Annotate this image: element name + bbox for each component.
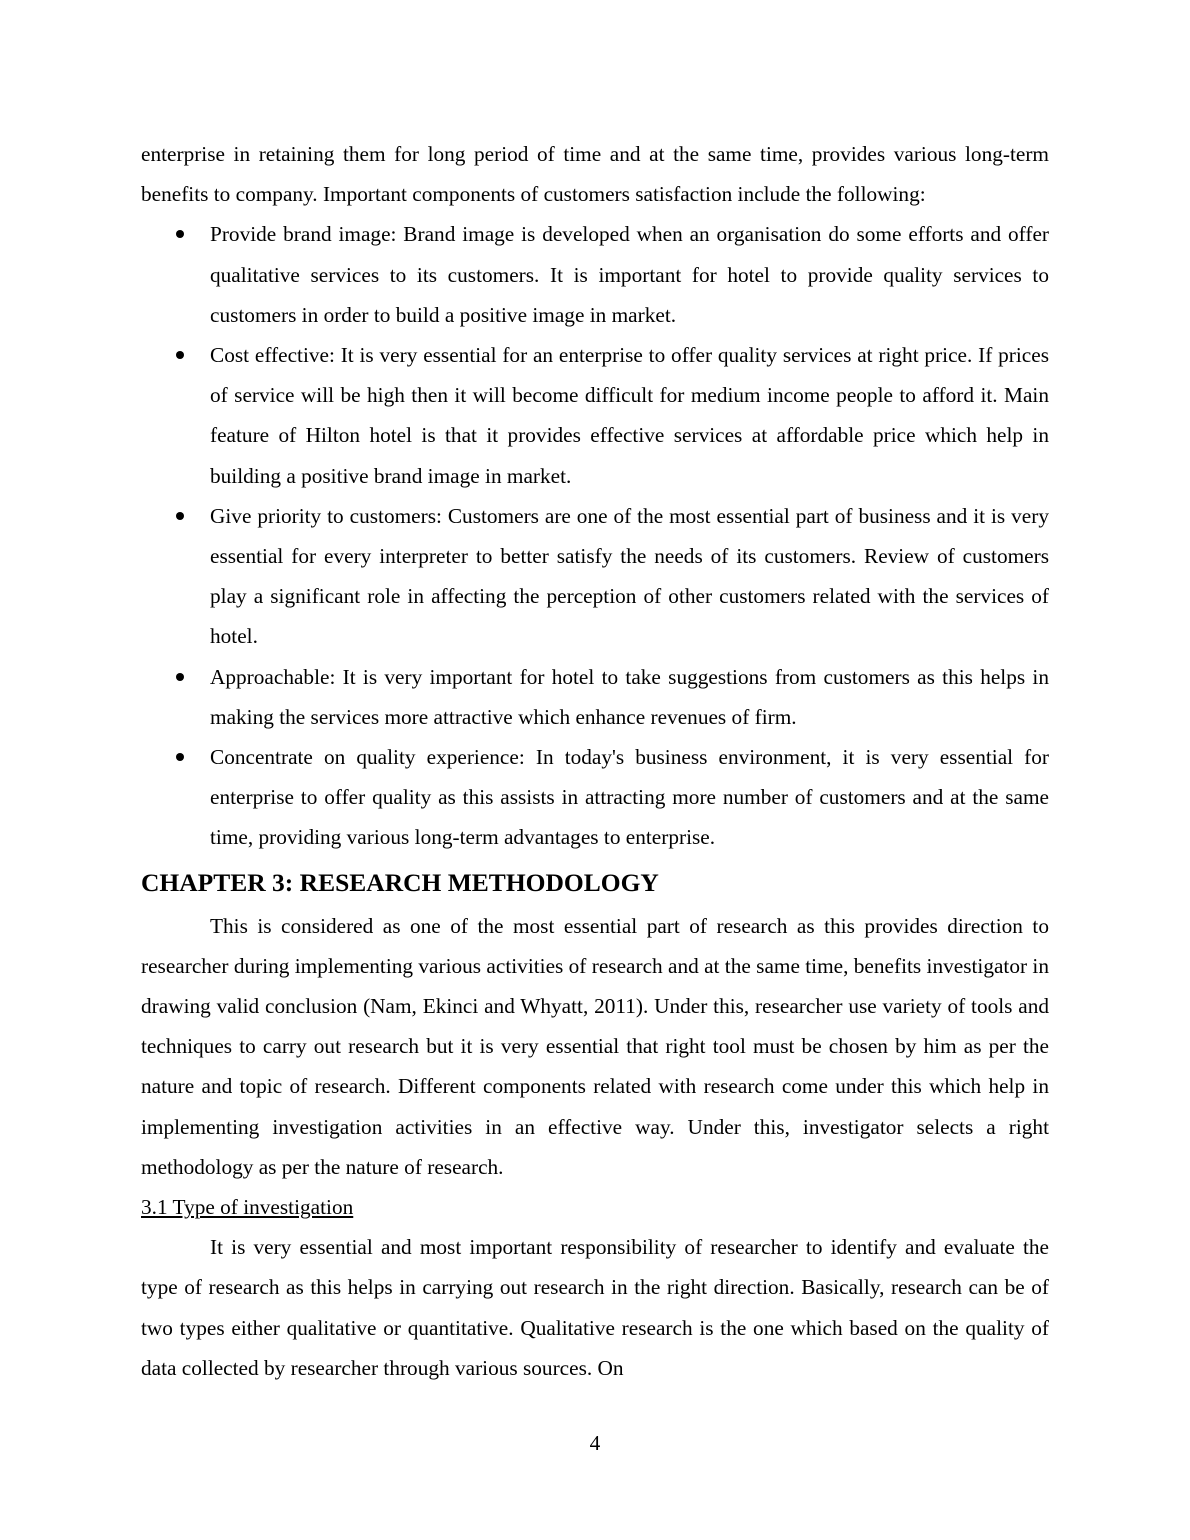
list-item: [141, 657, 1049, 737]
list-item-text: Concentrate on quality experience: In today's business environment, it is very essential for enterprise to offer quality as this assists in attracting more number of customers and at the same time, providing various long-term advantages to enterprise.: [210, 745, 1049, 850]
list-item-text: Provide brand image: Brand image is developed when an organisation do some efforts and offer qualitative services to its customers. It is important for hotel to provide quality services to customers in order to build a positive image in market.: [210, 222, 1049, 327]
list-item: [141, 737, 1049, 858]
chapter-heading: CHAPTER 3: RESEARCH METHODOLOGY: [141, 867, 659, 897]
section-heading: 3.1 Type of investigation: [141, 1195, 354, 1220]
list-item: [141, 496, 1049, 657]
bullet-icon: [176, 673, 184, 681]
page-number: 4: [589, 1431, 601, 1455]
bullet-icon: [176, 351, 184, 359]
list-item-text: Approachable: It is very important for hotel to take suggestions from customers as this helps in making the services more attractive which enhance revenues of firm.: [210, 664, 1049, 729]
list-item-text: Give priority to customers: Customers are one of the most essential part of business and it is very essential for every interpreter to better satisfy the needs of its customers. Review of customers play a significant role in affecting the perception of other customers related with the services of hotel.: [210, 503, 1049, 649]
section-paragraph: It is very essential and most important responsibility of researcher to identify and evaluate the type of research as this helps in carrying out research in the right direction. Basically, research can be of two types either qualitative or quantitative. Qualitative research is the one which based on the quality of data collected by researcher through various sources. On: [141, 1235, 1049, 1380]
bullet-icon: [176, 753, 184, 761]
bullet-icon: [176, 512, 184, 520]
list-item-text: Cost effective: It is very essential for an enterprise to offer quality services at right price. If prices of service will be high then it will become difficult for medium income people to afford it. Main feature of Hilton hotel is that it provides effective services at affordable price which help in building a positive brand image in market.: [210, 343, 1049, 488]
bullet-icon: [176, 230, 184, 238]
opening-paragraph: enterprise in retaining them for long period of time and at the same time, provides various long-term benefits to company. Important components of customers satisfaction include the following:: [141, 142, 1049, 207]
satisfaction-components-list: [141, 214, 1049, 857]
page-content: [141, 134, 1049, 1388]
list-item: [141, 214, 1049, 335]
list-item: [141, 335, 1049, 496]
chapter-intro-paragraph: This is considered as one of the most essential part of research as this provides direction to researcher during implementing various activities of research and at the same time, benefits investigator in drawing valid conclusion (Nam, Ekinci and Whyatt, 2011). Under this, researcher use variety of tools and techniques to carry out research but it is very essential that right tool must be chosen by him as per the nature and topic of research. Different components related with research come under this which help in implementing investigation activities in an effective way. Under this, investigator selects a right methodology as per the nature of research.: [141, 913, 1049, 1179]
